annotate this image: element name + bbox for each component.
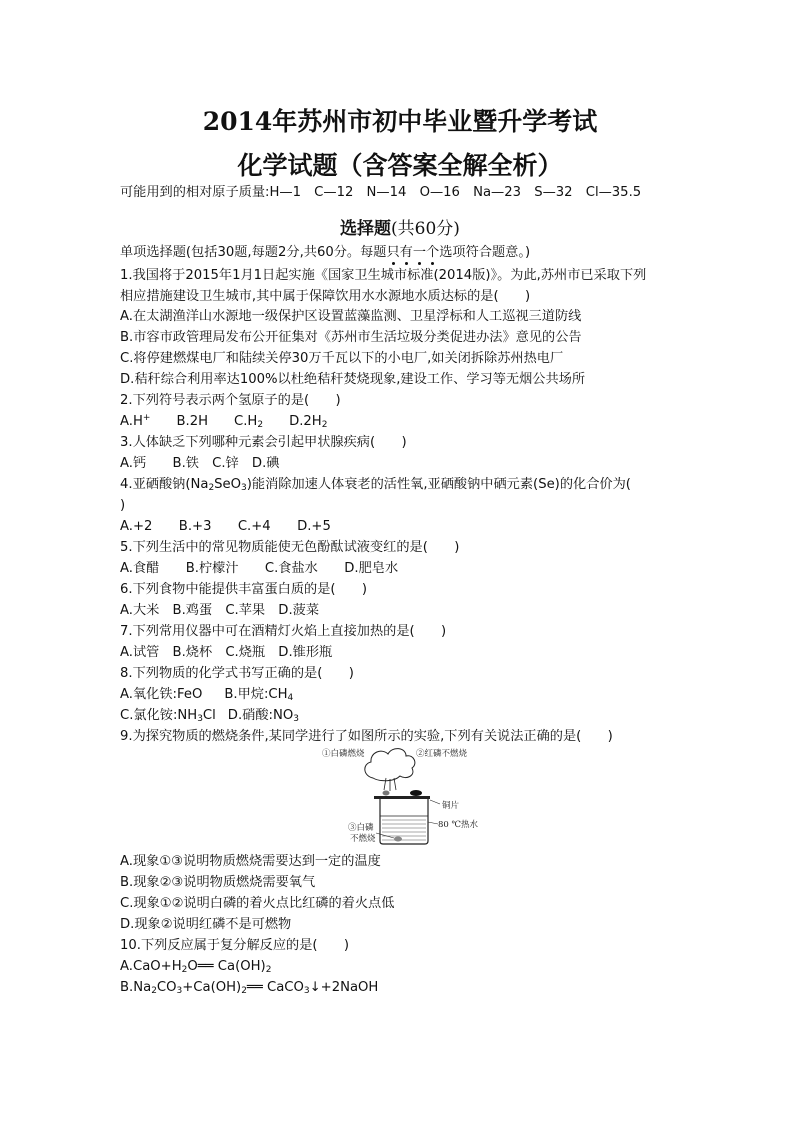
copper-plate-icon bbox=[374, 796, 430, 799]
label-hot-water: 80 ℃热水 bbox=[438, 820, 479, 830]
q9-stem: 9.为探究物质的燃烧条件,某同学进行了如图所示的实验,下列有关说法正确的是( ) bbox=[120, 729, 613, 744]
q10-option-b: $B.Na_2CO_3+Ca(OH)_2══$ CaCO$_3$↓+2NaOH bbox=[120, 980, 379, 996]
q1-option-d: D.秸秆综合利用率达100%以杜绝秸秆焚烧现象,建设工作、学习等无烟公共场所 bbox=[120, 372, 586, 387]
q1-option-a: A.在太湖渔洋山水源地一级保护区设置蓝藻监测、卫星浮标和人工巡视三道防线 bbox=[120, 309, 582, 324]
q8-stem: 8.下列物质的化学式书写正确的是( ) bbox=[120, 666, 354, 681]
smoke-trail-icon bbox=[384, 778, 396, 791]
section-title bbox=[0, 214, 800, 239]
emphasis-dot-char: 只 bbox=[386, 245, 400, 260]
q7-options: A.试管 B.烧杯 C.烧瓶 D.锥形瓶 bbox=[120, 645, 333, 660]
q6-stem: 6.下列食物中能提供丰富蛋白质的是( ) bbox=[120, 582, 368, 597]
q2-option-a: A.H+ bbox=[120, 413, 151, 429]
atomic-mass-line: 可能用到的相对原子质量:H—1 C—12 N—14 O—16 Na—23 S—32 Cl—35.5 bbox=[120, 185, 642, 200]
q5-options: A.食醋 B.柠檬汁 C.食盐水 D.肥皂水 bbox=[120, 561, 399, 576]
q2-options bbox=[120, 413, 327, 431]
emphasis-dot-char: 一 bbox=[412, 245, 427, 260]
q8-option-b: B.甲烷$:CH_4$ bbox=[224, 687, 294, 703]
q2-option-c: $C.H_2$ bbox=[234, 414, 264, 430]
q6-options: A.大米 B.鸡蛋 C.苹果 D.菠菜 bbox=[120, 603, 320, 618]
hot-water-icon bbox=[382, 820, 426, 840]
submerged-phosphorus-icon bbox=[394, 837, 402, 842]
q9-option-c: C.现象①②说明白磷的着火点比红磷的着火点低 bbox=[120, 896, 395, 911]
section-title-score: (共60分) bbox=[391, 219, 460, 239]
instruction-text-end: 选项符合题意。) bbox=[439, 245, 531, 260]
q2-option-b: B.2H bbox=[176, 414, 208, 429]
q8-options-row2 bbox=[120, 707, 299, 725]
q1-stem-line2: 相应措施建设卫生城市,其中属于保障饮用水水源地水质达标的是( ) bbox=[120, 289, 531, 304]
exam-subtitle: 化学试题（含答案全解全析） bbox=[237, 151, 563, 180]
combustion-experiment-figure bbox=[318, 738, 498, 848]
q3-stem: 3.人体缺乏下列哪种元素会引起甲状腺疾病( ) bbox=[120, 435, 407, 450]
q2-option-d: $D.2H_2$ bbox=[289, 414, 328, 430]
label-white-phosphorus-burns: ①白磷燃烧 bbox=[322, 749, 365, 759]
q9-option-b: B.现象②③说明物质燃烧需要氧气 bbox=[120, 875, 316, 890]
q4-options: A.+2 B.+3 C.+4 D.+5 bbox=[120, 519, 331, 534]
label-red-phosphorus-no-burn: ②红磷不燃烧 bbox=[416, 749, 468, 759]
q8-option-a: A.氧化铁:FeO bbox=[120, 687, 203, 702]
label-submerged-phosphorus-2: 不燃烧 bbox=[350, 834, 376, 844]
q8-option-c: C.氯化铵$:NH_3Cl$ bbox=[120, 708, 216, 724]
emphasis-dot-char: 个 bbox=[426, 245, 440, 260]
instruction-text: 单项选择题(包括30题,每题2分,共60分。每题 bbox=[120, 245, 387, 260]
label-copper-plate: 铜片 bbox=[442, 801, 460, 811]
emphasis-dot-char: 有 bbox=[399, 245, 413, 260]
exam-title: 2014年苏州市初中毕业暨升学考试 bbox=[202, 107, 598, 136]
q9-option-a: A.现象①③说明物质燃烧需要达到一定的温度 bbox=[120, 854, 381, 869]
smoke-cloud-icon bbox=[365, 749, 415, 781]
q1-option-c: C.将停建燃煤电厂和陆续关停30万千瓦以下的小电厂,如关闭拆除苏州热电厂 bbox=[120, 351, 564, 366]
q4-stem: 4.亚硒酸钠$(Na_2SeO_3)$能消除加速人体衰老的活性氧,亚硒酸钠中硒元素(Se)的化合价为( bbox=[120, 477, 631, 493]
q8-options-row1 bbox=[120, 686, 293, 704]
q8-option-d: D.硝酸$:NO_3$ bbox=[227, 708, 299, 724]
q2-stem: 2.下列符号表示两个氢原子的是( ) bbox=[120, 393, 341, 408]
label-submerged-phosphorus-1: ③白磷 bbox=[348, 823, 374, 833]
q1-stem-line1: 1.我国将于2015年1月1日起实施《国家卫生城市标准(2014版)》。为此,苏州市已采取下列 bbox=[120, 268, 647, 283]
q5-stem: 5.下列生活中的常见物质能使无色酚酞试液变红的是( ) bbox=[120, 540, 460, 555]
q9-option-d: D.现象②说明红磷不是可燃物 bbox=[120, 917, 292, 932]
q10-stem: 10.下列反应属于复分解反应的是( ) bbox=[120, 938, 350, 953]
q10-option-a: $A.CaO+H_2O══$ $Ca(OH)_2$ bbox=[120, 959, 272, 975]
instruction-line bbox=[120, 244, 530, 262]
q3-options: A.钙 B.铁 C.锌 D.碘 bbox=[120, 456, 280, 471]
section-title-bold: 选择题 bbox=[340, 219, 392, 239]
red-phosphorus-icon bbox=[410, 790, 422, 796]
q1-option-b: B.市容市政管理局发布公开征集对《苏州市生活垃圾分类促进办法》意见的公告 bbox=[120, 330, 582, 345]
q4-stem-end: ) bbox=[120, 498, 126, 513]
beaker-icon bbox=[380, 799, 428, 844]
q7-stem: 7.下列常用仪器中可在酒精灯火焰上直接加热的是( ) bbox=[120, 624, 447, 639]
white-phosphorus-icon bbox=[383, 791, 390, 796]
